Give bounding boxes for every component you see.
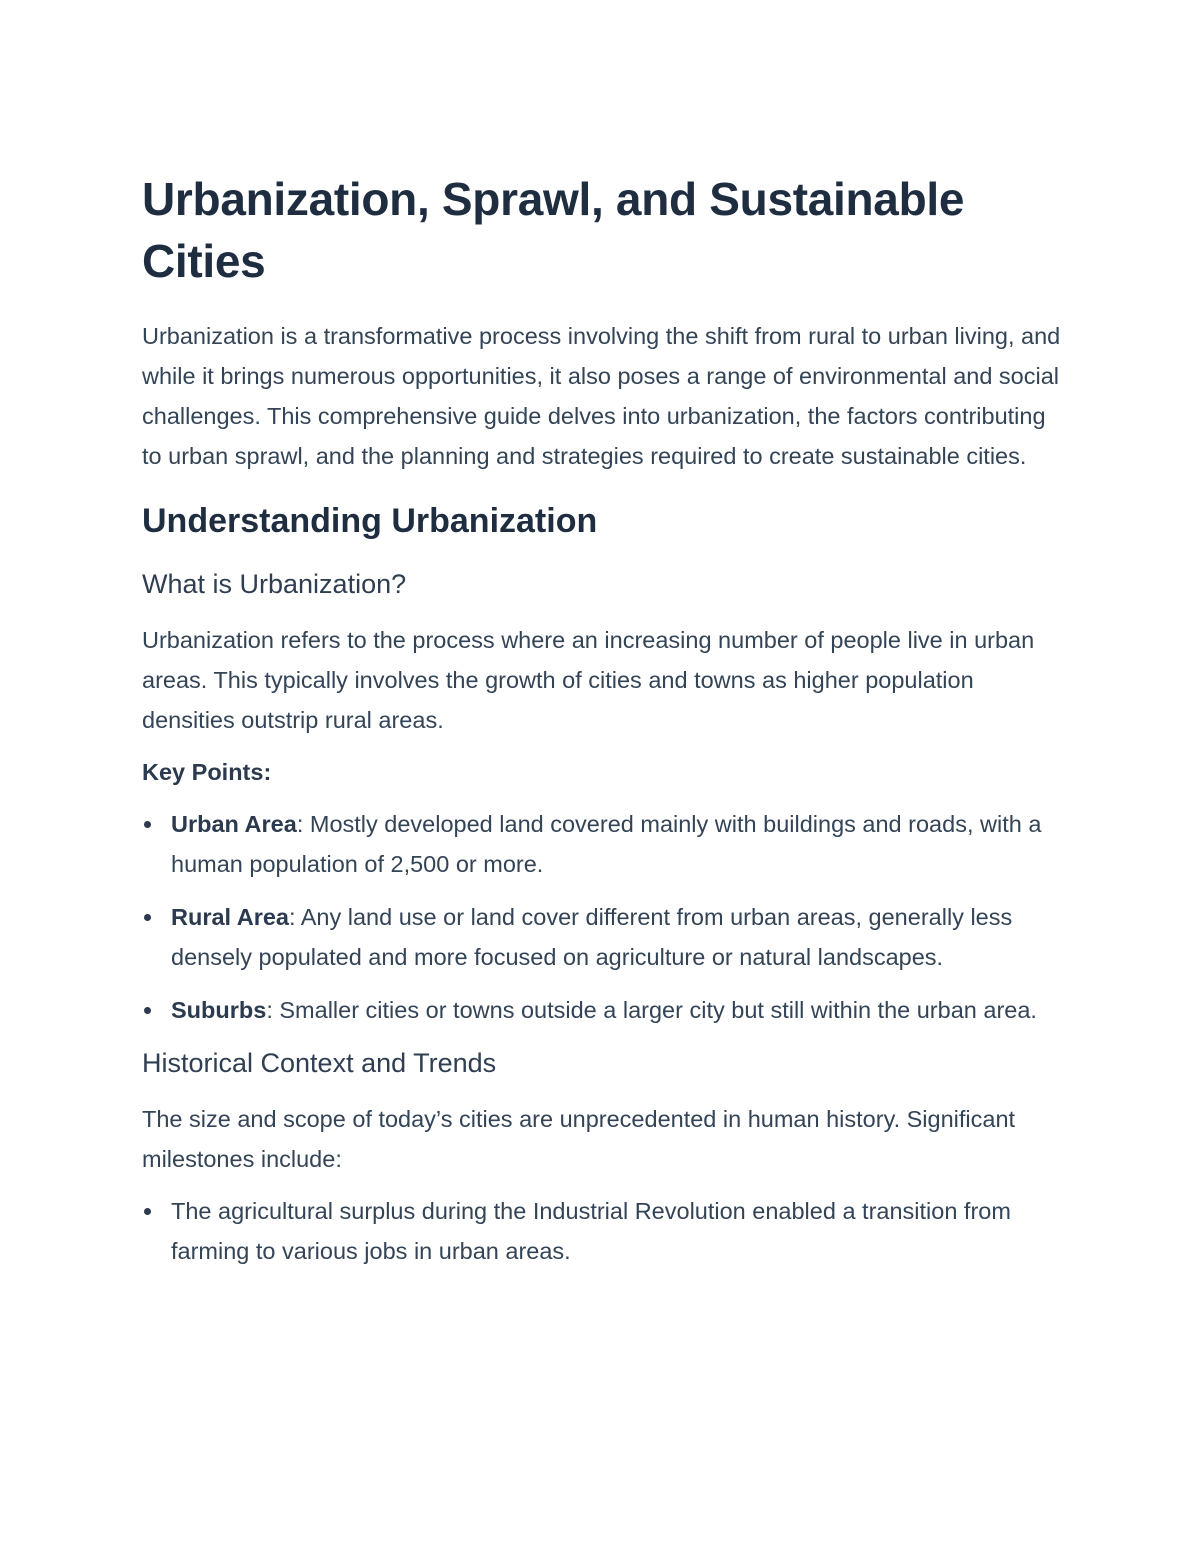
list-item (142, 990, 1062, 1030)
key-points-list (142, 804, 1062, 1030)
section-heading-understanding-urbanization: Understanding Urbanization (142, 502, 598, 540)
subsection-heading-what-is-urbanization: What is Urbanization? (142, 569, 407, 599)
bullet-icon (144, 821, 151, 828)
list-item-term: Rural Area (171, 904, 289, 930)
list-item-text: : Mostly developed land covered mainly with buildings and roads, with a human population of 2,500 or more. (171, 811, 1042, 877)
list-item (142, 804, 1062, 884)
definition-paragraph: Urbanization refers to the process where an increasing number of people live in urban areas. This typically involves the growth of cities and towns as higher population densities outstrip rural areas. (142, 627, 1035, 733)
subsection-heading-historical-context: Historical Context and Trends (142, 1048, 497, 1078)
list-item-text: The agricultural surplus during the Industrial Revolution enabled a transition from farming to various jobs in urban areas. (171, 1198, 1011, 1264)
list-item-term: Urban Area (171, 811, 297, 837)
list-item-text: : Smaller cities or towns outside a larger city but still within the urban area. (266, 997, 1037, 1023)
bullet-icon (144, 1208, 151, 1215)
history-paragraph: The size and scope of today’s cities are unprecedented in human history. Significant milestones include: (142, 1106, 1016, 1172)
list-item (142, 897, 1062, 977)
intro-paragraph: Urbanization is a transformative process involving the shift from rural to urban living, and while it brings numerous opportunities, it also poses a range of environmental and social challenges. This comprehensive guide delves into urbanization, the factors contributing to urban sprawl, and the planning and strategies required to create sustainable cities. (142, 323, 1061, 469)
document-page (142, 168, 1062, 1284)
document-title: Urbanization, Sprawl, and Sustainable Cities (142, 173, 965, 287)
milestones-list (142, 1191, 1062, 1271)
list-item-term: Suburbs (171, 997, 267, 1023)
bullet-icon (144, 1007, 151, 1014)
list-item (142, 1191, 1062, 1271)
list-item-text: : Any land use or land cover different from urban areas, generally less densely populated and more focused on agriculture or natural landscapes. (171, 904, 1013, 970)
bullet-icon (144, 914, 151, 921)
key-points-label: Key Points: (142, 759, 272, 785)
